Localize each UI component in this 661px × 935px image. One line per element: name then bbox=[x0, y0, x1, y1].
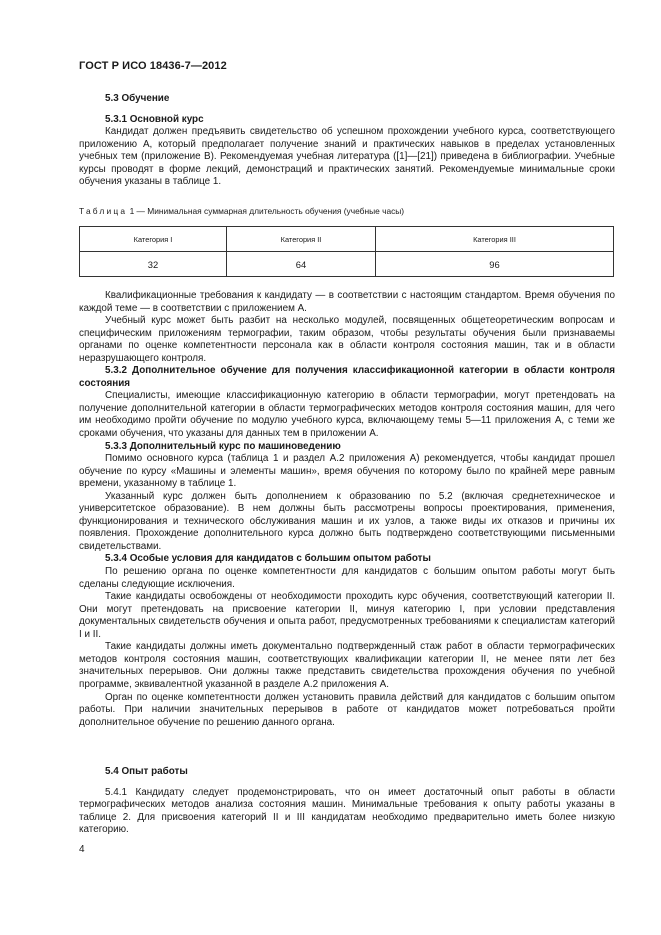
section-5-3-continued bbox=[79, 290, 615, 729]
document-header: ГОСТ Р ИСО 18436-7—2012 bbox=[79, 60, 227, 72]
table-cell: 64 bbox=[227, 252, 376, 277]
table-row bbox=[80, 252, 614, 277]
paragraph: Помимо основного курса (таблица 1 и раздел А.2 приложения А) рекомендуется, чтобы кандидат прошел обучение по курсу «Машины и элементы машин», время обучения по которому было по крайней мере равным времени, указанному в таблице 1. bbox=[79, 453, 615, 490]
section-5-3-intro bbox=[79, 93, 615, 189]
paragraph: Такие кандидаты должны иметь документально подтвержденный стаж работ в области термографических методов контроля состояния машин, соответствующих квалификации категории II, не менее пяти лет без значительных перерывов. Они должны также представить свидетельства прохождения обучения по учебной программе, эквивалентной указанной в разделе А.2 приложения А. bbox=[79, 641, 615, 690]
table-1 bbox=[79, 226, 614, 277]
table-header-cell: Категория II bbox=[227, 227, 376, 252]
table-header-row bbox=[80, 227, 614, 252]
section-heading-5-3: 5.3 Обучение bbox=[105, 93, 170, 104]
subsection-heading-5-3-3: 5.3.3 Дополнительный курс по машиноведению bbox=[105, 440, 341, 452]
subsection-heading-5-3-1: 5.3.1 Основной курс bbox=[105, 113, 204, 125]
page-number: 4 bbox=[79, 844, 85, 855]
table-header-cell: Категория III bbox=[376, 227, 614, 252]
subsection-heading-5-3-2: 5.3.2 Дополнительное обучение для получения классификационной категории в области контроля состояния bbox=[79, 365, 615, 389]
paragraph: Квалификационные требования к кандидату — в соответствии с настоящим стандартом. Время обучения по каждой теме — в соответствии с приложением А. bbox=[79, 290, 615, 314]
section-5-4 bbox=[79, 766, 615, 837]
paragraph: 5.4.1 Кандидату следует продемонстрировать, что он имеет достаточный опыт работы в области термографических методов анализа состояния машин. Минимальные требования к опыту работы указаны в таблице 2. Для присвоения категорий II и III кандидатам необходимо предварительно иметь более низкую категорию. bbox=[79, 786, 615, 836]
paragraph: Орган по оценке компетентности должен установить правила действий для кандидатов с большим опытом работы. При наличии значительных перерывов в работе от кандидатов может потребоваться пройти дополнительное обучение по решению данного органа. bbox=[79, 691, 615, 728]
paragraph: По решению органа по оценке компетентности для кандидатов с большим опытом работы могут быть сделаны следующие исключения. bbox=[79, 566, 615, 590]
paragraph: Такие кандидаты освобождены от необходимости проходить курс обучения, соответствующий категории II. Они могут претендовать на присвоение категории II, минуя категорию I, при условии представления документальных свидетельств обучения и опыта работ, предусмотренных требованиями к специалистам категорий I и II. bbox=[79, 591, 615, 640]
table-header-cell: Категория I bbox=[80, 227, 227, 252]
paragraph: Учебный курс может быть разбит на несколько модулей, посвященных общетеоретическим вопросам и специфическим приложениям термографии, таким образом, чтобы результаты обучения были признаваемы органами по оценке компетентности персонала как в области контроля состояния машин, так и в области неразрушающего контроля. bbox=[79, 315, 615, 364]
section-heading-5-4: 5.4 Опыт работы bbox=[105, 766, 188, 777]
paragraph: Специалисты, имеющие классификационную категорию в области термографии, могут претендовать на получение дополнительной категории в области термографических методов контроля состояния машин, для чего им необходимо пройти обучение по модулю учебного курса, включающему темы 5—11 приложения А, с теми же сроками обучения, что указаны для данных тем в приложении А. bbox=[79, 390, 615, 440]
paragraph: Указанный курс должен быть дополнением к образованию по 5.2 (включая среднетехническое и университетское образование). В нем должны быть рассмотрены вопросы проектирования, применения, функционирования и технического обслуживания машин и их узлов, а также виды их отказов и причины их появления. Прохождение дополнительного курса должно быть подтверждено соответствующими письменными свидетельствами. bbox=[79, 490, 615, 552]
table-caption-text: 1 — Минимальная суммарная длительность обучения (учебные часы) bbox=[127, 206, 405, 216]
table-caption-label: Таблица bbox=[79, 206, 128, 216]
paragraph: Кандидат должен предъявить свидетельство об успешном прохождении учебного курса, соответствующего приложению А, который предполагает получение знаний и практических навыков в пределах установленных учебных тем (приложение В). Рекомендуемая учебная литература ([1]—[21]) приведена в библиографии. Учебные курсы проводят в форме лекций, демонстраций и практических занятий. Рекомендуемые минимальные сроки обучения указаны в таблице 1. bbox=[79, 126, 615, 188]
table-cell: 32 bbox=[80, 252, 227, 277]
table-cell: 96 bbox=[376, 252, 614, 277]
table-caption bbox=[79, 206, 404, 216]
subsection-heading-5-3-4: 5.3.4 Особые условия для кандидатов с большим опытом работы bbox=[105, 553, 431, 565]
